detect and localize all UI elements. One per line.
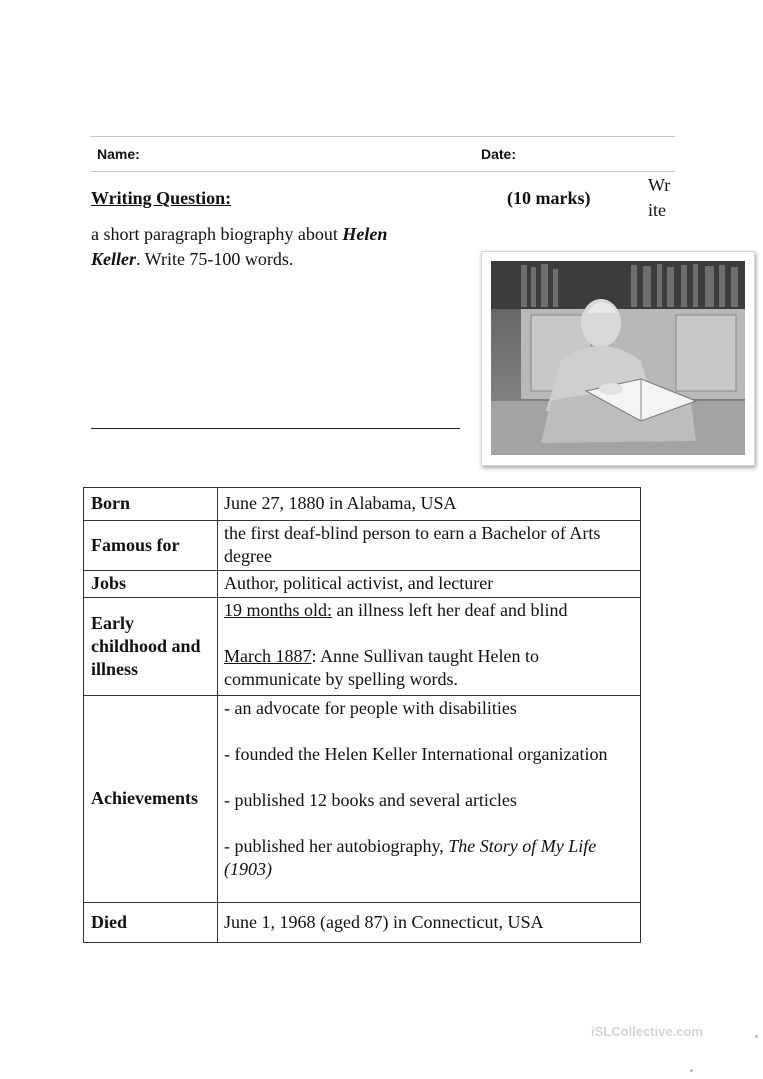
famous-label: Famous for	[84, 521, 218, 571]
famous-value: the first deaf-blind person to earn a Bachelor of Arts degree	[218, 521, 641, 571]
achievement-item4-pre: - published her autobiography,	[224, 836, 449, 856]
died-label: Died	[84, 903, 218, 943]
early-line1-lead: 19 months old:	[224, 600, 333, 620]
achievement-item	[224, 835, 634, 881]
corner-dot	[755, 1035, 758, 1038]
autobiography-title: The Story of My Life (1903)	[224, 836, 597, 879]
row-famous	[84, 521, 641, 571]
born-label: Born	[84, 488, 218, 521]
early-label: Early childhood and illness	[84, 598, 218, 696]
header-top-rule	[90, 136, 675, 137]
writing-question-title: Writing Question:	[91, 188, 232, 208]
question-prompt	[91, 222, 441, 272]
born-value: June 27, 1880 in Alabama, USA	[218, 488, 641, 521]
jobs-value: Author, political activist, and lecturer	[218, 571, 641, 598]
watermark: iSLCollective.com	[591, 1024, 703, 1039]
prompt-name: Helen Keller	[91, 224, 388, 269]
achievement-item: - founded the Helen Keller International organization	[224, 744, 608, 764]
helen-keller-photo	[481, 251, 755, 466]
row-born	[84, 488, 641, 521]
early-line2-lead: March 1887	[224, 646, 312, 666]
jobs-label: Jobs	[84, 571, 218, 598]
row-achievements	[84, 696, 641, 903]
early-line2-rest: : Anne Sullivan taught Helen to communicate by spelling words.	[224, 646, 539, 689]
write-word-part1: Wr	[648, 175, 671, 195]
row-jobs	[84, 571, 641, 598]
achievement-item: - an advocate for people with disabilities	[224, 698, 517, 718]
achievement-item: - published 12 books and several articles	[224, 790, 517, 810]
marks-label: (10 marks)	[507, 188, 591, 208]
early-line1-rest: an illness left her deaf and blind	[332, 600, 568, 620]
row-early	[84, 598, 641, 696]
write-word-part2: ite	[648, 200, 666, 220]
write-word	[648, 173, 678, 223]
achievements-label: Achievements	[84, 696, 218, 903]
row-died	[84, 903, 641, 943]
header-bottom-rule	[90, 171, 675, 172]
answer-line	[91, 428, 460, 429]
date-label: Date:	[481, 146, 517, 162]
corner-dot	[690, 1069, 693, 1072]
name-label: Name:	[97, 146, 140, 162]
early-value	[218, 598, 641, 696]
achievements-value	[218, 696, 641, 903]
prompt-text-post: . Write 75-100 words.	[136, 249, 294, 269]
died-value: June 1, 1968 (aged 87) in Connecticut, USA	[218, 903, 641, 943]
prompt-text-pre: a short paragraph biography about	[91, 224, 343, 244]
facts-table	[83, 487, 641, 943]
photo-illustration	[491, 261, 745, 455]
